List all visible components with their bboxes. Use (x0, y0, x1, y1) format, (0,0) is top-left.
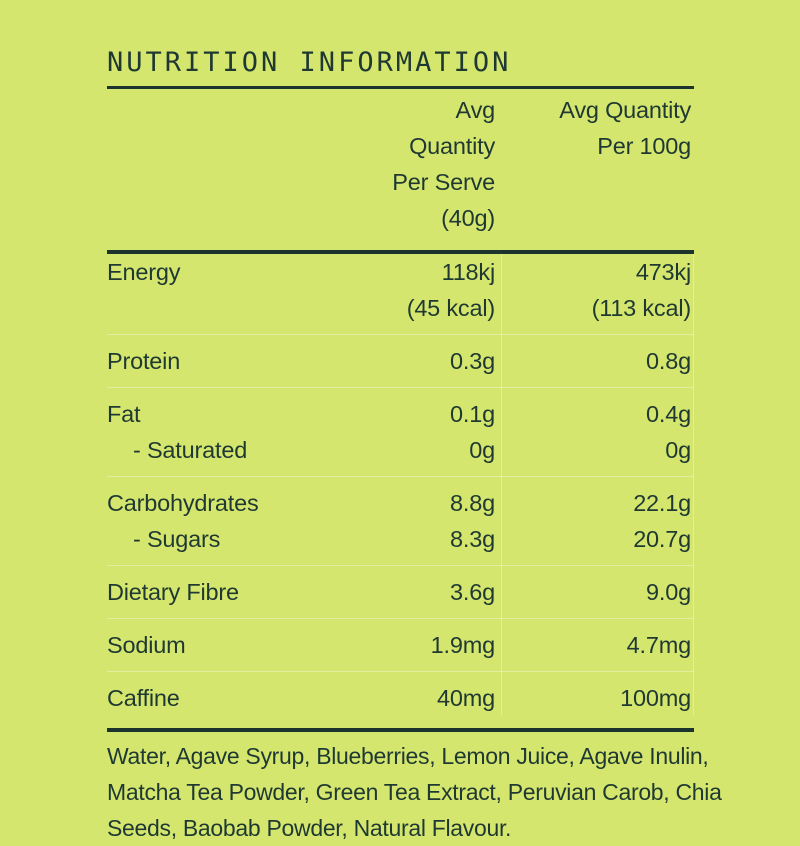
per-100g-value: 100mg (620, 685, 691, 711)
ingredients-line: Matcha Tea Powder, Green Tea Extract, Peruvian Carob, Chia (107, 779, 722, 805)
per-serve-value (368, 254, 500, 326)
table-row-dietary-fibre (107, 565, 694, 610)
table-body (107, 254, 694, 716)
per-serve-value: 40mg (437, 685, 495, 711)
label-content (107, 46, 722, 846)
nutrient-label: - Saturated (133, 437, 248, 463)
header-spacer (107, 92, 368, 236)
table-row-saturated (107, 432, 694, 468)
nutrient-label: Sodium (107, 632, 186, 658)
nutrient-label: Dietary Fibre (107, 579, 239, 605)
per-100g-value: 20.7g (633, 526, 691, 552)
per-serve-value: 8.3g (450, 526, 495, 552)
table-header-row (107, 92, 694, 236)
table-row-sugars (107, 521, 694, 557)
per-serve-value: 1.9mg (430, 632, 495, 658)
footer-divider (107, 728, 694, 732)
header-per-100g-line1: Avg Quantity (559, 97, 691, 123)
table-row-caffine (107, 671, 694, 716)
ingredients-line: Seeds, Baobab Powder, Natural Flavour. (107, 815, 512, 841)
table-row-energy (107, 254, 694, 326)
per-serve-value: 0.1g (450, 401, 495, 427)
nutrient-label: Fat (107, 401, 141, 427)
header-per-100g (500, 92, 694, 236)
energy-kcal-serve: (45 kcal) (406, 295, 495, 321)
per-100g-value: 0.8g (646, 348, 691, 374)
nutrient-label: Energy (107, 259, 181, 285)
table-row-sodium (107, 618, 694, 663)
nutrient-label: - Sugars (133, 526, 221, 552)
per-serve-value: 0.3g (450, 348, 495, 374)
per-100g-value: 0g (665, 437, 691, 463)
per-serve-value: 8.8g (450, 490, 495, 516)
ingredients-list (107, 738, 722, 846)
energy-kj-100g: 473kj (635, 259, 691, 285)
energy-kcal-100g: (113 kcal) (591, 295, 691, 321)
table-row-protein (107, 334, 694, 379)
per-serve-value: 3.6g (450, 579, 495, 605)
per-100g-value: 0.4g (646, 401, 691, 427)
nutrient-label: Caffine (107, 685, 180, 711)
per-100g-value: 22.1g (633, 490, 691, 516)
table-row-carbohydrates (107, 476, 694, 521)
energy-kj-serve: 118kj (441, 259, 495, 285)
per-100g-value (500, 254, 694, 326)
ingredients-line: Water, Agave Syrup, Blueberries, Lemon Juice, Agave Inulin, (107, 743, 709, 769)
header-per-serve-line1: Avg Quantity (409, 97, 495, 159)
per-serve-value: 0g (469, 437, 495, 463)
page-title: NUTRITION INFORMATION (107, 47, 512, 78)
header-per-100g-line2: Per 100g (597, 133, 691, 159)
header-per-serve (368, 92, 500, 236)
nutrient-label: Carbohydrates (107, 490, 259, 516)
title-divider (107, 86, 694, 89)
per-100g-value: 4.7mg (626, 632, 691, 658)
per-100g-value: 9.0g (646, 579, 691, 605)
table-row-fat (107, 387, 694, 432)
header-per-serve-line2: Per Serve (40g) (392, 169, 495, 231)
nutrient-label: Protein (107, 348, 181, 374)
